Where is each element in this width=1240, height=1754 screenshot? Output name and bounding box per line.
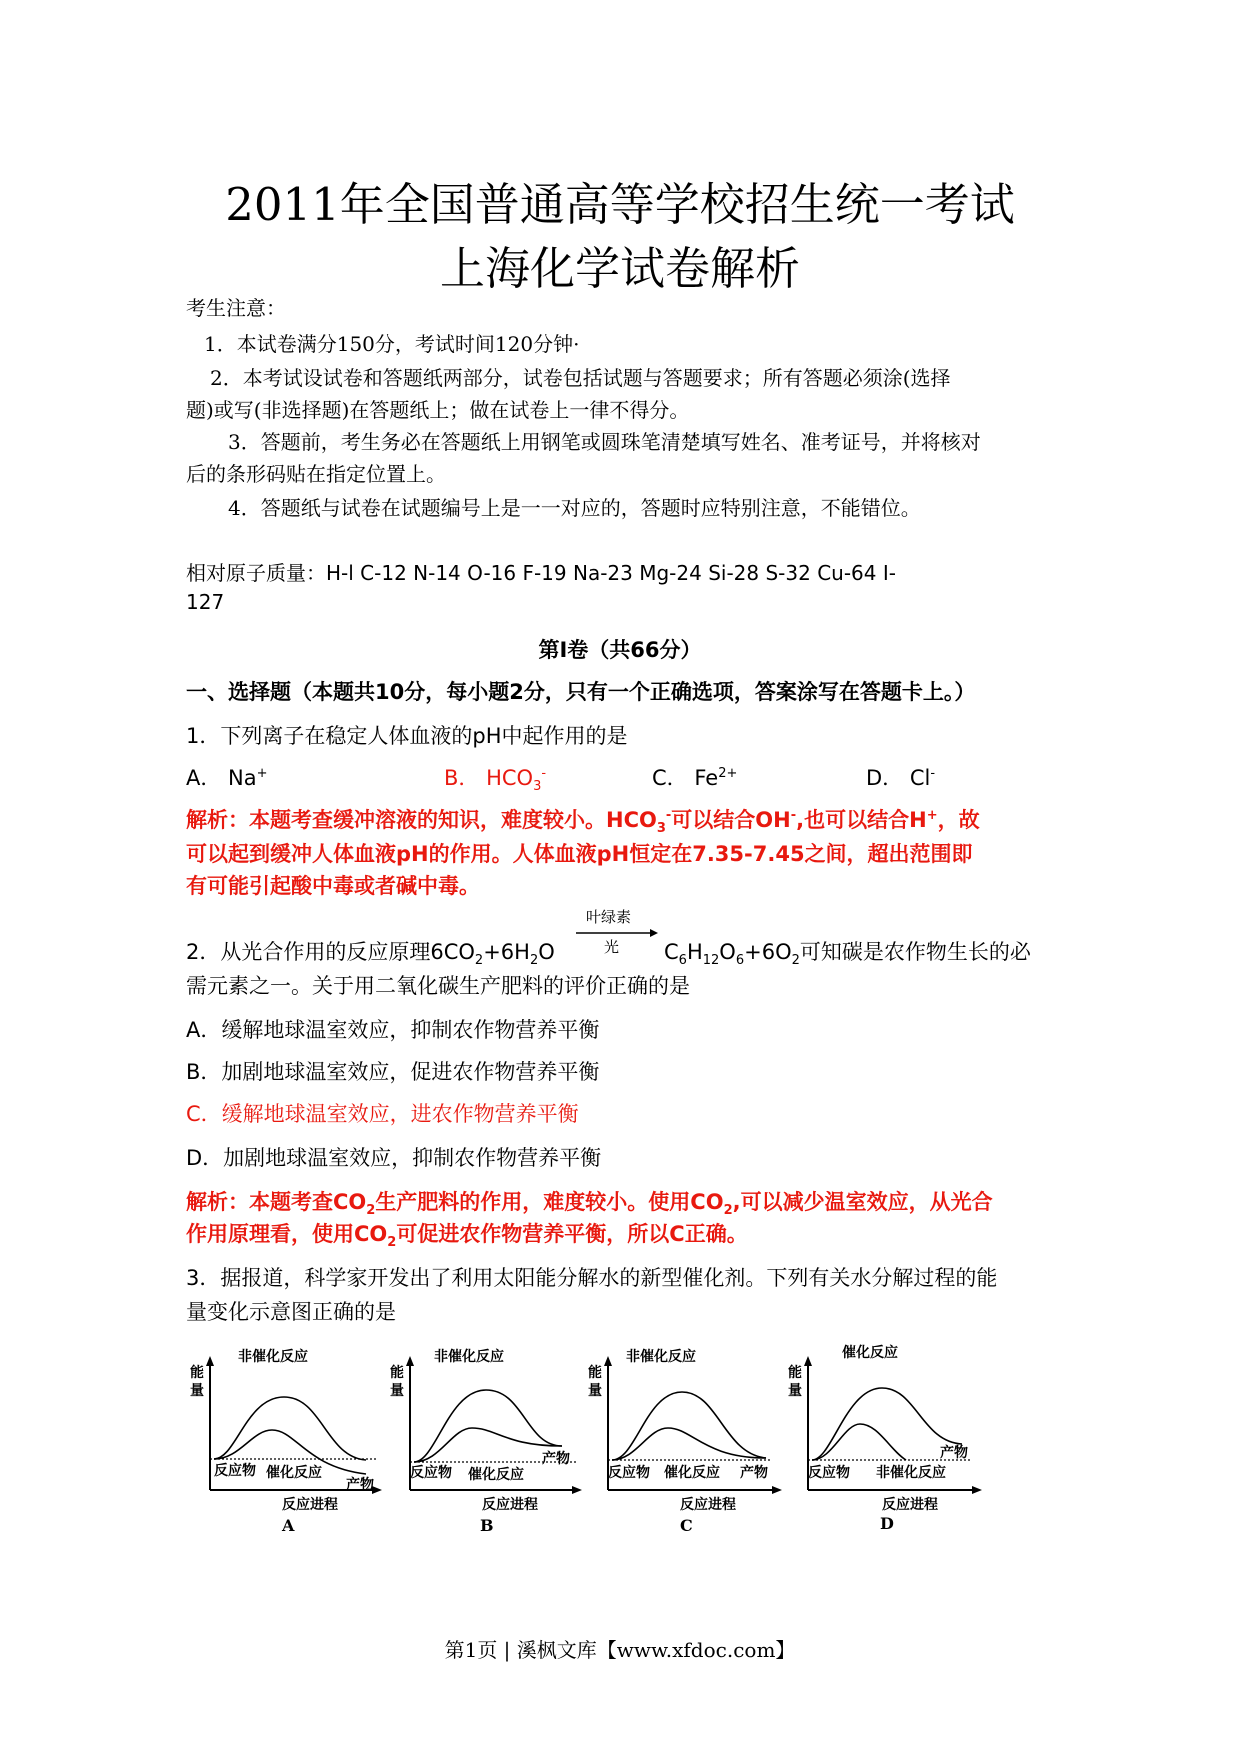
diagram-a-letter: A xyxy=(282,1516,295,1535)
q1-analysis-line-3: 有可能引起酸中毒或者碱中毒。 xyxy=(186,874,480,898)
diagram-c-ylabel-1: 能 xyxy=(588,1365,602,1381)
diagram-c-xlabel: 反应进程 xyxy=(680,1497,736,1513)
q1-analysis-line-2: 可以起到缓冲人体血液pH的作用。人体血液pH恒定在7.35-7.45之间，超出范围即 xyxy=(186,842,973,866)
page-footer: 第1页 | 溪枫文库【www.xfdoc.com】 xyxy=(444,1638,796,1662)
q2-analysis-line-1: 解析：本题考查$CO_2$生产肥料的作用，难度较小。使用$CO_2$,可以减少温室效应，从光合 xyxy=(186,1190,993,1219)
q1-analysis-line-1: 解析：本题考查缓冲溶液的知识，难度较小。$HCO_3^-$可以结合OH-,也可以结合H+，故 xyxy=(186,808,980,837)
q2-option-c: C．缓解地球温室效应，进农作物营养平衡 xyxy=(186,1102,579,1126)
arrow-bottom-label: 光 xyxy=(604,938,620,956)
diagram-b-ylabel-2: 量 xyxy=(390,1383,404,1399)
atomic-mass-line-2: 127 xyxy=(186,590,225,614)
diagram-a-ylabel-2: 量 xyxy=(190,1383,204,1399)
diagram-a-ylabel-1: 能 xyxy=(190,1365,204,1381)
diagram-c-left-label: 反应物 xyxy=(608,1465,650,1481)
q2-stem-line-1-left: 2．从光合作用的反应原理$6CO_2+6H_2O$ xyxy=(186,940,555,969)
notice-item-4: 4．答题纸与试卷在试题编号上是一一对应的，答题时应特别注意，不能错位。 xyxy=(228,496,921,520)
diagram-c-right-label: 产物 xyxy=(740,1465,768,1481)
diagram-b xyxy=(386,1342,586,1538)
q1-stem: 1．下列离子在稳定人体血液的pH中起作用的是 xyxy=(186,724,628,748)
title-line-1: 2011年全国普通高等学校招生统一考试 xyxy=(225,178,1015,231)
q3-stem-line-2: 量变化示意图正确的是 xyxy=(186,1300,396,1324)
notice-item-3b: 后的条形码贴在指定位置上。 xyxy=(186,462,446,486)
q2-option-b: B．加剧地球温室效应，促进农作物营养平衡 xyxy=(186,1060,600,1084)
q1-option-a: A． Na+ xyxy=(186,766,268,790)
notice-heading: 考生注意： xyxy=(186,296,286,320)
notice-item-2b: 题)或写(非选择题)在答题纸上；做在试卷上一律不得分。 xyxy=(186,398,690,422)
part-heading: 一、选择题（本题共10分，每小题2分，只有一个正确选项，答案涂写在答题卡上。） xyxy=(186,680,976,704)
diagram-d-letter: D xyxy=(880,1514,894,1533)
q2-analysis-line-2: 作用原理看，使用$CO_2$可促进农作物营养平衡，所以C正确。 xyxy=(186,1222,748,1251)
diagram-c-mid-label: 催化反应 xyxy=(664,1465,720,1481)
diagram-c xyxy=(586,1342,786,1538)
diagram-b-right-label: 产物 xyxy=(542,1451,570,1467)
diagram-b-top-label: 非催化反应 xyxy=(434,1349,504,1365)
diagram-a-xlabel: 反应进程 xyxy=(282,1497,338,1513)
reaction-arrow xyxy=(576,906,658,958)
diagram-c-top-label: 非催化反应 xyxy=(626,1349,696,1365)
diagram-a-mid-label: 催化反应 xyxy=(266,1465,322,1481)
title-line-2: 上海化学试卷解析 xyxy=(439,242,800,295)
diagram-b-xlabel: 反应进程 xyxy=(482,1497,538,1513)
diagram-d-xlabel: 反应进程 xyxy=(882,1497,938,1513)
notice-item-1: 1．本试卷满分150分，考试时间120分钟· xyxy=(204,332,580,356)
diagram-d-mid-label: 非催化反应 xyxy=(876,1465,946,1481)
diagram-b-ylabel-1: 能 xyxy=(390,1365,404,1381)
q2-stem-line-2: 需元素之一。关于用二氧化碳生产肥料的评价正确的是 xyxy=(186,974,690,998)
q3-stem-line-1: 3．据报道，科学家开发出了利用太阳能分解水的新型催化剂。下列有关水分解过程的能 xyxy=(186,1266,998,1290)
diagram-a-top-label: 非催化反应 xyxy=(238,1349,308,1365)
arrow-top-label: 叶绿素 xyxy=(586,908,632,926)
energy-diagrams xyxy=(186,1342,986,1538)
diagram-a-right-label: 产物 xyxy=(346,1477,374,1493)
diagram-d-left-label: 反应物 xyxy=(808,1465,850,1481)
diagram-d-ylabel-1: 能 xyxy=(788,1365,802,1381)
diagram-b-mid-label: 催化反应 xyxy=(468,1467,524,1483)
q1-option-d: D． Cl- xyxy=(866,766,936,790)
volume-heading: 第I卷（共66分） xyxy=(538,638,702,662)
q2-option-a: A．缓解地球温室效应，抑制农作物营养平衡 xyxy=(186,1018,600,1042)
diagram-a-left-label: 反应物 xyxy=(214,1463,256,1479)
diagram-b-left-label: 反应物 xyxy=(410,1465,452,1481)
diagram-d-top-label: 催化反应 xyxy=(842,1345,898,1361)
atomic-mass-line-1: 相对原子质量：H-l C-12 N-14 O-16 F-19 Na-23 Mg-24 Si-28 S-32 Cu-64 I- xyxy=(186,561,896,585)
diagram-d-right-label: 产物 xyxy=(940,1445,968,1461)
diagram-a xyxy=(186,1342,386,1538)
diagram-c-letter: C xyxy=(680,1516,693,1535)
diagram-b-letter: B xyxy=(480,1516,494,1535)
q2-stem-line-1-right: $C_6H_{12}O_6+6O_2$可知碳是农作物生长的必 xyxy=(664,940,1031,969)
notice-item-2a: 2．本考试设试卷和答题纸两部分，试卷包括试题与答题要求；所有答题必须涂(选择 xyxy=(210,366,951,390)
q1-option-c: C． $Fe^{2+}$ xyxy=(652,766,738,790)
diagram-d-ylabel-2: 量 xyxy=(788,1383,802,1399)
notice-item-3a: 3．答题前，考生务必在答题纸上用钢笔或圆珠笔清楚填写姓名、准考证号，并将核对 xyxy=(228,430,981,454)
q1-option-b: B． $HCO_3^-$ xyxy=(444,766,547,795)
q2-option-d: D．加剧地球温室效应，抑制农作物营养平衡 xyxy=(186,1146,602,1170)
diagram-d xyxy=(786,1342,986,1538)
diagram-c-ylabel-2: 量 xyxy=(588,1383,602,1399)
